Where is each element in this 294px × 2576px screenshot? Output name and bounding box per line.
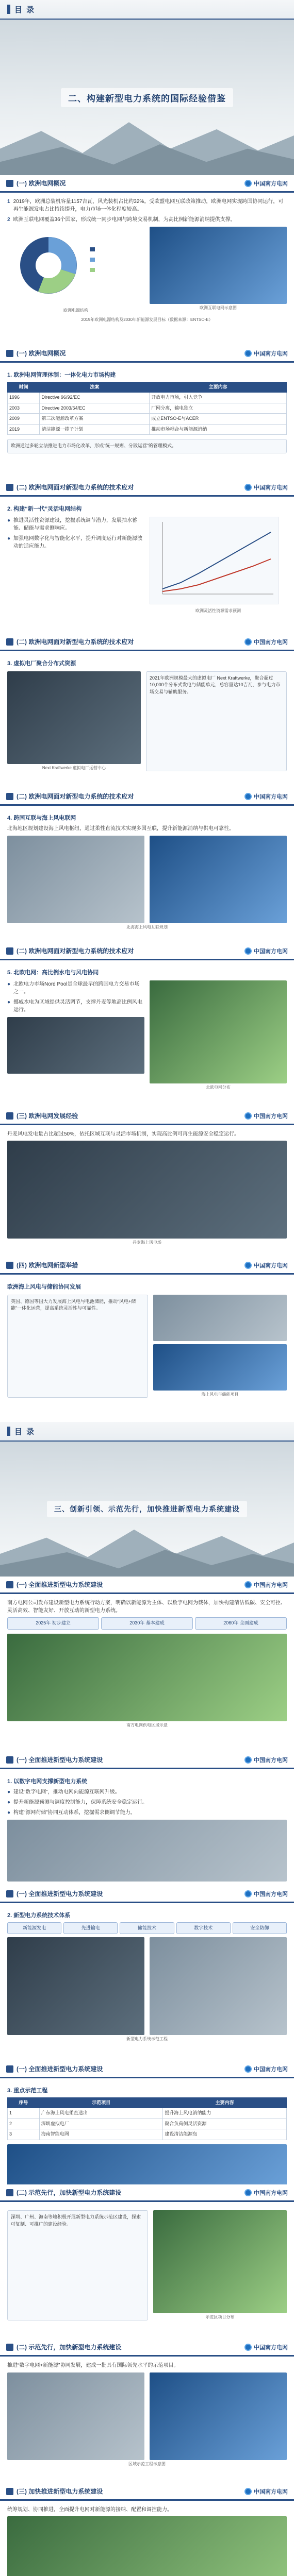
toc-title: 目 录 [14, 5, 36, 14]
map-caption: 南方电网供电区域示意 [126, 1722, 168, 1727]
table-cell: 清洁能源一揽子计划 [40, 424, 150, 435]
logo-icon [244, 350, 252, 357]
stage-box: 2025年 初步建立 [7, 1617, 99, 1630]
wind-farm-image [7, 1141, 287, 1239]
logo [244, 1756, 288, 1764]
demo-text: 深圳、广州、海南等地积极开展新型电力系统示范区建设，探索可复制、可推广的建设经验。 [7, 2210, 148, 2320]
slide-heading: (三) 欧洲电网发展经验 [17, 1112, 78, 1120]
subheading: 5. 北欧电网：高比例水电与风电协同 [7, 970, 99, 976]
table-cell: 第三次能源改革方案 [40, 414, 150, 425]
table-cell: 1996 [8, 393, 40, 403]
list-item [7, 198, 287, 213]
logo-icon [244, 793, 252, 800]
table-header: 时间 [8, 382, 40, 393]
table-row [8, 2119, 287, 2129]
logo-text: 中国南方电网 [254, 793, 288, 800]
table-cell: Directive 2003/54/EC [40, 403, 150, 414]
bullet: ● [7, 1789, 11, 1795]
slide-header [0, 2339, 294, 2357]
slide-header [0, 479, 294, 497]
header-marker [6, 350, 13, 357]
storage-text: 英国、德国等国大力发展海上风电与电池储能，推动“风电+储能”一体化运营，提高系统灵活性与可靠性。 [7, 1295, 148, 1398]
logo [244, 1261, 288, 1269]
slide-heading: (四) 欧洲电网新型举措 [17, 1262, 78, 1269]
table-cell: 3 [8, 2129, 40, 2140]
map-panel [150, 227, 287, 314]
slide-europe-policy [0, 345, 294, 479]
paragraph [7, 825, 287, 833]
logo-icon [244, 1890, 252, 1897]
table-header: 序号 [8, 2097, 40, 2108]
list-item [7, 1799, 287, 1806]
slide-vpp [0, 634, 294, 788]
table-cell: 开放电力市场，引入竞争 [150, 393, 287, 403]
paragraph-text: 北海地区规划建设海上风电枢纽，通过柔性直流技术实现多国互联，提升新能源消纳与供电可靠性。 [7, 825, 234, 832]
slide-demo-zones [0, 2184, 294, 2339]
logo-text: 中国南方电网 [254, 639, 288, 646]
toc-title: 目 录 [14, 1427, 36, 1436]
diagram-image [7, 2372, 144, 2460]
list-item [7, 998, 144, 1014]
project-table [7, 2097, 287, 2140]
logo-icon [244, 638, 252, 646]
hero-banner [0, 1442, 294, 1577]
slide-demo-projects-2 [0, 2339, 294, 2483]
table-row [8, 2129, 287, 2140]
logo [244, 2343, 288, 2351]
storage-image [153, 1295, 287, 1341]
slide-header [0, 2061, 294, 2078]
paragraph-text: 统筹规划、协同推进，全面提升电网对新能源的接纳、配置和调控能力。 [7, 2507, 172, 2513]
header-marker [6, 1581, 13, 1588]
table-row [8, 403, 287, 414]
demo-map-image [153, 2210, 287, 2313]
demo-map-panel [153, 2210, 287, 2320]
slide-heading: (二) 欧洲电网面对新型电力系统的技术应对 [17, 484, 134, 491]
logo [244, 349, 288, 358]
list-item [7, 535, 144, 550]
subheading: 2. 构建“新一代”灵活电网结构 [7, 506, 82, 512]
table-row [8, 2108, 287, 2119]
table-header: 主要内容 [150, 382, 287, 393]
list-item [7, 1788, 287, 1796]
logo [244, 1581, 288, 1589]
footnote: 2019年欧洲电源结构及2030年新能源发展目标（数据来源：ENTSO-E） [81, 317, 213, 322]
logo-text: 中国南方电网 [254, 1891, 288, 1897]
europe-map-image [150, 227, 287, 304]
stage-box: 2030年 基本建成 [101, 1617, 193, 1630]
subheading: 2. 新型电力系统技术体系 [7, 1912, 71, 1919]
image-caption: 北海海上风电互联规划 [126, 924, 168, 929]
table-cell: 2019 [8, 424, 40, 435]
header-marker [6, 638, 13, 646]
logo [244, 2189, 288, 2197]
table-cell: 广东海上风电柔直送出 [39, 2108, 163, 2119]
logo [244, 2065, 288, 2073]
item-text: 推进灵活性资源建设，挖掘系统调节潜力，发展抽水蓄能、储能与需求侧响应。 [13, 517, 138, 531]
header-marker [6, 947, 13, 955]
hero-title: 二、构建新型电力系统的国际经验借鉴 [61, 88, 233, 107]
subheading: 1. 以数字电网支撑新型电力系统 [7, 1778, 88, 1785]
slide-digital-grid [0, 1752, 294, 1886]
image-caption: 丹麦海上风电场 [133, 1240, 161, 1245]
line-chart [150, 517, 279, 604]
slide-header [0, 1886, 294, 1903]
paragraph [7, 1599, 287, 1615]
digital-grid-image [7, 1820, 287, 1882]
slide-header [0, 1752, 294, 1769]
image-caption: 示范区项目分布 [205, 2315, 235, 2319]
logo-text: 中国南方电网 [254, 948, 288, 955]
storage-image-panel [153, 1295, 287, 1398]
slide-header [0, 345, 294, 363]
tech-item: 储能技术 [120, 1922, 174, 1935]
section-cover-2 [0, 0, 294, 175]
bullet: ● [7, 517, 11, 523]
image-caption: 海上风电与储能项目 [201, 1392, 239, 1397]
stage-box: 2060年 全面建成 [195, 1617, 287, 1630]
toc-bar [0, 0, 294, 20]
subheading: 3. 虚拟电厂聚合分布式资源 [7, 660, 76, 667]
subheading: 欧洲海上风电与储能协同发展 [7, 1284, 81, 1290]
logo-text: 中国南方电网 [254, 1262, 288, 1269]
header-marker [6, 2065, 13, 2073]
list-item [7, 216, 287, 224]
item-text: 2019年，欧洲总装机容量1157吉瓦，风光装机占比约32%。受欧盟电网互联政策推动，欧洲电网实现跨国协同运行，可再生能源发电占比持续提升，电力市场一体化程度较高。 [13, 199, 284, 212]
header-marker [6, 793, 13, 800]
toc-bar [0, 1422, 294, 1442]
offshore-image [153, 1344, 287, 1391]
logo-icon [244, 1112, 252, 1120]
slide-header [0, 2184, 294, 2202]
table-header: 法案 [40, 382, 150, 393]
table-cell: 深圳虚拟电厂 [39, 2119, 163, 2129]
tech-flow [7, 1922, 287, 1935]
stage-flow [7, 1617, 287, 1630]
image-caption: Next Kraftwerke 虚拟电厂运营中心 [42, 765, 106, 770]
table-cell: 提升海上风电消纳能力 [163, 2108, 287, 2119]
slide-nordic [0, 943, 294, 1108]
slide-heading: (二) 欧洲电网面对新型电力系统的技术应对 [17, 793, 134, 800]
logo [244, 1890, 288, 1898]
map-caption: 欧洲互联电网示意图 [200, 306, 237, 310]
logo [244, 638, 288, 646]
table-cell: 推动市场耦合与新能源消纳 [150, 424, 287, 435]
header-marker [6, 180, 13, 187]
logo [244, 947, 288, 955]
photo-image [150, 2372, 287, 2460]
paragraph-text: 推进“数字电网+新能源”协同发展，建成一批具有国际领先水平的示范项目。 [7, 2363, 179, 2368]
grid-map-image [7, 2516, 287, 2576]
vpp-photo-panel [7, 671, 141, 771]
bullet: ● [7, 1799, 11, 1805]
policy-table [7, 382, 287, 435]
logo-icon [244, 180, 252, 187]
bullet: ● [7, 535, 11, 541]
image-caption: 区域示范工程示意图 [128, 2462, 166, 2466]
slide-heading: (二) 欧洲电网面对新型电力系统的技术应对 [17, 638, 134, 646]
bullet: ● [7, 999, 11, 1005]
slide-heading: (二) 示范先行，加快新型电力系统建设 [17, 2189, 122, 2196]
table-cell: 海南智能电网 [39, 2129, 163, 2140]
slide-storage [0, 1257, 294, 1422]
item-number: 2 [7, 217, 10, 223]
item-text: 挪威水电为区域提供灵活调节，支撑丹麦等地高比例风电运行。 [13, 999, 143, 1013]
list-item [7, 517, 144, 532]
slide-heading: (一) 全面推进新型电力系统建设 [17, 1581, 103, 1588]
header-marker [6, 1262, 13, 1269]
table-cell: 1 [8, 2108, 40, 2119]
list-item [7, 1809, 287, 1817]
table-cell: 成立ENTSO-E与ACER [150, 414, 287, 425]
chart-caption: 欧洲灵活性资源需求预测 [195, 608, 241, 613]
logo-text: 中国南方电网 [254, 1582, 288, 1588]
slide-heading: (三) 加快推进新型电力系统建设 [17, 2488, 103, 2495]
nordic-map-image [150, 980, 287, 1083]
slide-header [0, 788, 294, 806]
toc-marker [7, 1427, 10, 1436]
slide-action-plan [0, 1577, 294, 1752]
logo-text: 中国南方电网 [254, 2190, 288, 2196]
logo-text: 中国南方电网 [254, 180, 288, 187]
pie-hole [36, 252, 61, 278]
item-number: 1 [7, 199, 10, 205]
logo-icon [244, 1581, 252, 1588]
hero-banner [0, 20, 294, 175]
slide-europe-overview [0, 175, 294, 345]
system-diagram-image [150, 1937, 287, 2035]
slide-interconnection [0, 788, 294, 943]
logo-icon [244, 2488, 252, 2495]
paragraph [7, 2362, 287, 2369]
table-cell: Directive 96/92/EC [40, 393, 150, 403]
item-text: 北欧电力市场Nord Pool是全球最早的跨国电力交易市场之一。 [13, 981, 140, 995]
logo-text: 中国南方电网 [254, 1757, 288, 1764]
item-text: 构建“源网荷储”协同互动体系，挖掘需求侧调节能力。 [13, 1809, 136, 1816]
paragraph-text: 南方电网公司发布建设新型电力系统行动方案，明确以新能源为主体、以数字电网为载体，加快构建清洁低碳、安全可控、灵活高效、智能友好、开放互动的新型电力系统。 [7, 1600, 286, 1614]
table-header: 示范项目 [39, 2097, 163, 2108]
table-cell: 2009 [8, 414, 40, 425]
pie-chart [7, 227, 136, 304]
slide-grid-map [0, 2483, 294, 2576]
slide-heading: (一) 欧洲电网概况 [17, 350, 66, 357]
logo [244, 2487, 288, 2496]
region-map-image [7, 1634, 287, 1721]
logo [244, 179, 288, 188]
hydro-image [7, 1017, 144, 1074]
line-chart-panel [150, 517, 287, 614]
image-caption: 新型电力系统示范工程 [126, 2037, 168, 2041]
item-text: 提升新能源预测与调度控制能力，保障系统安全稳定运行。 [13, 1799, 148, 1805]
logo [244, 483, 288, 492]
paragraph-text: 丹麦风电发电量占比超过50%，依托区域互联与灵活市场机制，实现高比例可再生能源安全稳定运行。 [7, 1131, 240, 1137]
note-box: 欧洲通过多轮立法推进电力市场化改革，形成“统一规则、分散运营”的管理模式。 [7, 439, 287, 453]
tech-item: 安全防御 [233, 1922, 287, 1935]
interconnection-diagram [7, 836, 144, 923]
offshore-hub-image [150, 836, 287, 923]
header-marker [6, 1112, 13, 1120]
item-text: 加强电网数字化与智能化水平，提升调度运行对新能源波动的适应能力。 [13, 535, 143, 549]
logo-text: 中国南方电网 [254, 2488, 288, 2495]
logo-icon [244, 2189, 252, 2196]
logo-text: 中国南方电网 [254, 350, 288, 357]
logo-icon [244, 947, 252, 955]
header-marker [6, 484, 13, 491]
slide-heading: (二) 欧洲电网面对新型电力系统的技术应对 [17, 947, 134, 955]
logo-text: 中国南方电网 [254, 484, 288, 491]
logo-icon [244, 2065, 252, 2073]
pie-panel [7, 227, 144, 314]
slide-header [0, 634, 294, 651]
table-cell: 聚合负荷侧灵活资源 [163, 2119, 287, 2129]
logo [244, 1112, 288, 1120]
tech-item: 先进输电 [63, 1922, 118, 1935]
table-cell: 建设清洁能源岛 [163, 2129, 287, 2140]
slide-header [0, 1257, 294, 1275]
projects-banner-image [7, 2144, 287, 2185]
bullet: ● [7, 1809, 11, 1816]
list-item [7, 980, 144, 996]
logo-icon [244, 2344, 252, 2351]
project-image [7, 1937, 144, 2035]
table-cell: 厂网分离，输电独立 [150, 403, 287, 414]
slide-heading: (一) 全面推进新型电力系统建设 [17, 1756, 103, 1764]
slide-denmark [0, 1108, 294, 1257]
slide-heading: (一) 欧洲电网概况 [17, 180, 66, 187]
slide-heading: (一) 全面推进新型电力系统建设 [17, 1890, 103, 1897]
pie-caption: 欧洲电源结构 [63, 308, 88, 313]
tech-item: 数字技术 [176, 1922, 231, 1935]
hero-title: 三、创新引领、示范先行，加快推进新型电力系统建设 [47, 1501, 247, 1517]
subheading: 3. 重点示范工程 [7, 2088, 48, 2094]
slide-header [0, 2483, 294, 2501]
header-marker [6, 1890, 13, 1897]
paragraph [7, 1130, 287, 1138]
slide-heading: (一) 全面推进新型电力系统建设 [17, 2065, 103, 2073]
slide-tech-system [0, 1886, 294, 2061]
logo-text: 中国南方电网 [254, 2066, 288, 2073]
logo-icon [244, 1756, 252, 1764]
slide-header [0, 943, 294, 960]
table-row [8, 424, 287, 435]
header-marker [6, 2189, 13, 2196]
section-cover-3 [0, 1422, 294, 1577]
map-caption: 北欧电网分布 [206, 1084, 231, 1090]
vpp-text: 2021年欧洲规模最大的虚拟电厂 Next Kraftwerke，聚合超过10,000个分布式发电与储能单元，总容量达10吉瓦，参与电力市场交易与辅助服务。 [146, 671, 287, 771]
header-marker [6, 2488, 13, 2495]
logo-icon [244, 484, 252, 491]
slide-header [0, 1108, 294, 1125]
header-marker [6, 1756, 13, 1764]
toc-marker [7, 5, 10, 14]
table-cell: 2003 [8, 403, 40, 414]
table-row [8, 414, 287, 425]
slide-header [0, 1577, 294, 1594]
slide-flexible-grid [0, 479, 294, 634]
tech-item: 新能源发电 [7, 1922, 61, 1935]
mountain-graphic [0, 113, 294, 175]
logo [244, 792, 288, 801]
table-row [8, 393, 287, 403]
slide-header [0, 175, 294, 193]
logo-text: 中国南方电网 [254, 1113, 288, 1120]
subheading: 4. 跨国互联与海上风电联网 [7, 815, 76, 821]
slide-demo-projects [0, 2061, 294, 2184]
table-header: 主要内容 [163, 2097, 287, 2108]
logo-icon [244, 1262, 252, 1269]
control-room-image [7, 671, 141, 764]
item-text: 建设“数字电网”，推动电网向能源互联网升级。 [13, 1789, 120, 1795]
nordic-map-panel [150, 980, 287, 1091]
header-marker [6, 2344, 13, 2351]
slide-heading: (二) 示范先行，加快新型电力系统建设 [17, 2344, 122, 2351]
item-text: 欧洲互联电网覆盖36个国家，形成统一同步电网与跨境交易机制，为高比例新能源消纳提供支撑。 [13, 217, 236, 223]
mountain-graphic [0, 1520, 294, 1577]
logo-text: 中国南方电网 [254, 2344, 288, 2351]
paragraph [7, 2506, 287, 2514]
bullet: ● [7, 981, 11, 987]
table-cell: 2 [8, 2119, 40, 2129]
subheading: 1. 欧洲电网管理体制：一体化电力市场构建 [7, 372, 116, 378]
